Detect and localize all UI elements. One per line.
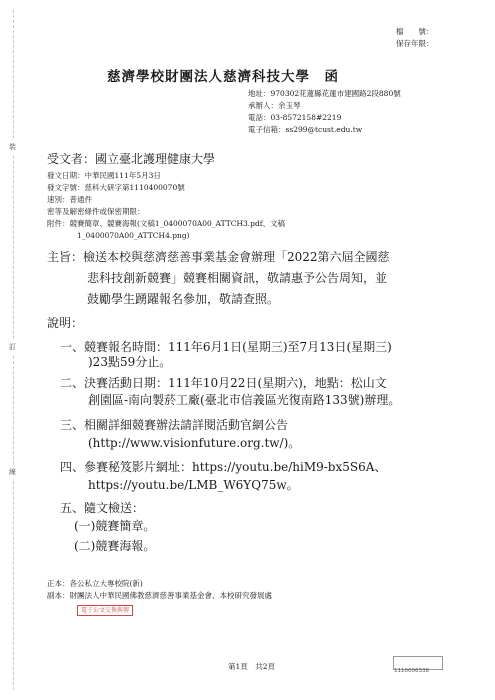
handler-name: 承辦人：余玉琴: [248, 101, 301, 110]
explanation-item-2: 二、決賽活動日期：111年10月22日(星期六)，地點：松山文: [60, 376, 387, 390]
explanation-item-3-cont: (http://www.visionfuture.org.tw/)。: [88, 436, 301, 450]
phone-number: 電話：03-8572158#2219: [248, 113, 342, 122]
explanation-item-4: 四、參賽秘笈影片網址：https://youtu.be/hiM9-bx5S6A、: [60, 460, 387, 474]
speed-level: 速別：普通件: [47, 195, 92, 204]
retention-label: 保存年限：: [396, 39, 434, 48]
subject-line-3: 鼓勵學生踴躍報名參加，敬請查照。: [87, 292, 280, 306]
document-number: 發文字號：慈科大研字第1110400070號: [47, 183, 185, 192]
explanation-item-5: 五、隨文檢送：: [60, 501, 145, 515]
binding-mark-ding: 訂: [9, 340, 16, 354]
attachment-line-2: 1_0400070A00_ATTCH4.png): [77, 231, 190, 240]
document-title: 慈濟學校財團法人慈濟科技大學 函: [107, 69, 339, 85]
page-number: 第1頁 共2頁: [228, 662, 276, 671]
sender-address: 地址：970302花蓮縣花蓮市建國路2段880號: [248, 89, 401, 98]
file-number-label: 檔 號：: [396, 27, 434, 36]
email-address: 電子信箱：ss299@tcust.edu.tw: [248, 125, 363, 134]
subject-line-1: 主旨：檢送本校與慈濟慈善事業基金會辦理「2022第六屆全國慈: [47, 250, 390, 264]
binding-margin: [0, 0, 30, 700]
issue-date: 發文日期：中華民國111年5月3日: [47, 171, 161, 180]
distribution-main: 正本：各公私立大專校院(新): [47, 579, 143, 588]
explanation-item-2-cont: 創園區-南向製菸工廠(臺北市信義區光復南路133號)辦理。: [88, 393, 401, 407]
recipient: 受文者：國立臺北護理健康大學: [47, 152, 216, 166]
binding-mark-xian: 線: [9, 465, 16, 479]
secrecy-level: 密等及解密條件或保密期限：: [47, 207, 145, 216]
explanation-item-4-cont: https://youtu.be/LMB_W6YQ75w。: [88, 478, 299, 492]
explanation-item-5-2: (二)競賽海報。: [74, 539, 156, 553]
attachment-line-1: 附件：競賽簡章、競賽海報(文稿1_0400070A00_ATTCH3.pdf、文稿: [47, 219, 286, 228]
barcode-text: 1110006338: [394, 668, 429, 674]
distribution-copy: 副本：財團法人中華民國佛教慈濟慈善事業基金會、本校研究發展處: [47, 591, 272, 600]
explanation-label: 說明：: [47, 316, 84, 330]
explanation-item-1-cont: )23點59分止。: [88, 355, 172, 369]
explanation-item-5-1: (一)競賽簡章。: [74, 519, 156, 533]
explanation-item-3: 三、相關詳細競賽辦法請詳閱活動官網公告: [60, 418, 289, 432]
binding-mark-zhuang: 裝: [9, 140, 16, 154]
subject-line-2: 悲科技創新競賽」競賽相關資訊，敬請惠予公告周知，並: [87, 271, 388, 285]
exchange-stamp: 電子公文交換與傳: [77, 605, 133, 616]
explanation-item-1: 一、競賽報名時間：111年6月1日(星期三)至7月13日(星期三): [60, 340, 392, 354]
